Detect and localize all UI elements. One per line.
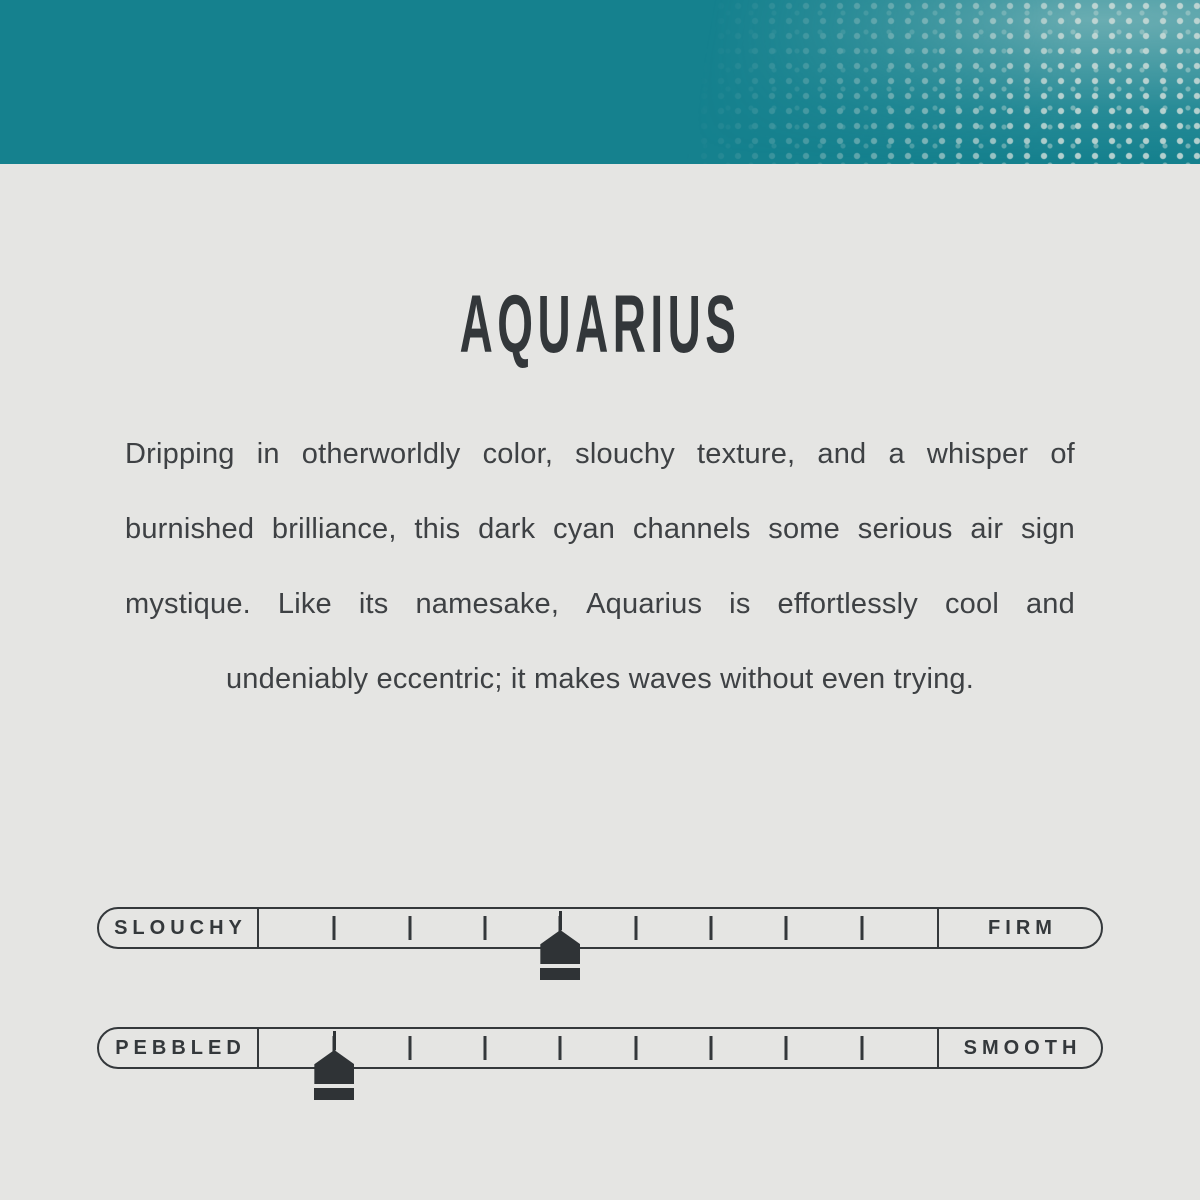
- word: Dripping: [125, 438, 235, 470]
- scale-tick: [710, 1036, 713, 1060]
- scale-tick: [408, 916, 411, 940]
- scale-tick: [333, 916, 336, 940]
- scale-tick: [860, 1036, 863, 1060]
- slider-track: [97, 1027, 1103, 1069]
- marker-stem: [333, 1031, 336, 1050]
- scale-tick: [860, 916, 863, 940]
- scale-tick: [785, 916, 788, 940]
- scale-tick: [408, 1036, 411, 1060]
- slider-grain: [97, 1027, 1103, 1103]
- scale-marker: [540, 911, 580, 980]
- word: color,: [482, 438, 554, 470]
- word: whisper: [926, 438, 1029, 470]
- slider-track: [97, 907, 1103, 949]
- word: is: [729, 588, 751, 620]
- word: otherworldly: [301, 438, 461, 470]
- word: air: [970, 513, 1004, 545]
- marker-pointer: [540, 930, 580, 964]
- marker-base: [314, 1088, 354, 1100]
- description-line: [125, 417, 1075, 492]
- word: burnished: [125, 513, 255, 545]
- slider-right-label: SMOOTH: [937, 1029, 1101, 1067]
- slider-left-label: PEBBLED: [99, 1029, 259, 1067]
- word: some: [768, 513, 840, 545]
- slider-left-label: SLOUCHY: [99, 909, 259, 947]
- scale-tick: [559, 1036, 562, 1060]
- description-line: [125, 492, 1075, 567]
- marker-base: [540, 968, 580, 980]
- slider-feel: [97, 907, 1103, 983]
- word: and: [1025, 588, 1075, 620]
- word: in: [256, 438, 280, 470]
- word: Aquarius: [586, 588, 703, 620]
- word: effortlessly: [777, 588, 918, 620]
- word: sign: [1020, 513, 1075, 545]
- word: its: [358, 588, 389, 620]
- word: cool: [944, 588, 999, 620]
- slider-scale: [259, 909, 937, 947]
- description-paragraph: [125, 417, 1075, 717]
- word: this: [414, 513, 461, 545]
- page-title: AQUARIUS: [459, 279, 741, 370]
- word: texture,: [696, 438, 796, 470]
- word: a: [888, 438, 905, 470]
- scale-tick: [484, 1036, 487, 1060]
- description-line: undeniably eccentric; it makes waves without even trying.: [225, 663, 975, 695]
- word: dark: [478, 513, 536, 545]
- description-line: [125, 567, 1075, 642]
- word: serious: [857, 513, 953, 545]
- leather-swatch-image: [0, 0, 1200, 164]
- word: mystique.: [125, 588, 251, 620]
- slider-scale: [259, 1029, 937, 1067]
- marker-stem: [559, 911, 562, 930]
- word: slouchy: [575, 438, 675, 470]
- word: channels: [632, 513, 751, 545]
- word: brilliance,: [271, 513, 397, 545]
- word: and: [817, 438, 867, 470]
- slider-right-label: FIRM: [937, 909, 1101, 947]
- scale-tick: [634, 916, 637, 940]
- scale-tick: [484, 916, 487, 940]
- word: of: [1050, 438, 1075, 470]
- scale-tick: [634, 1036, 637, 1060]
- marker-pointer: [314, 1050, 354, 1084]
- attribute-scales: [97, 907, 1103, 1103]
- scale-tick: [710, 916, 713, 940]
- scale-marker: [314, 1031, 354, 1100]
- word: cyan: [553, 513, 616, 545]
- scale-tick: [785, 1036, 788, 1060]
- word: namesake,: [415, 588, 560, 620]
- word: Like: [277, 588, 332, 620]
